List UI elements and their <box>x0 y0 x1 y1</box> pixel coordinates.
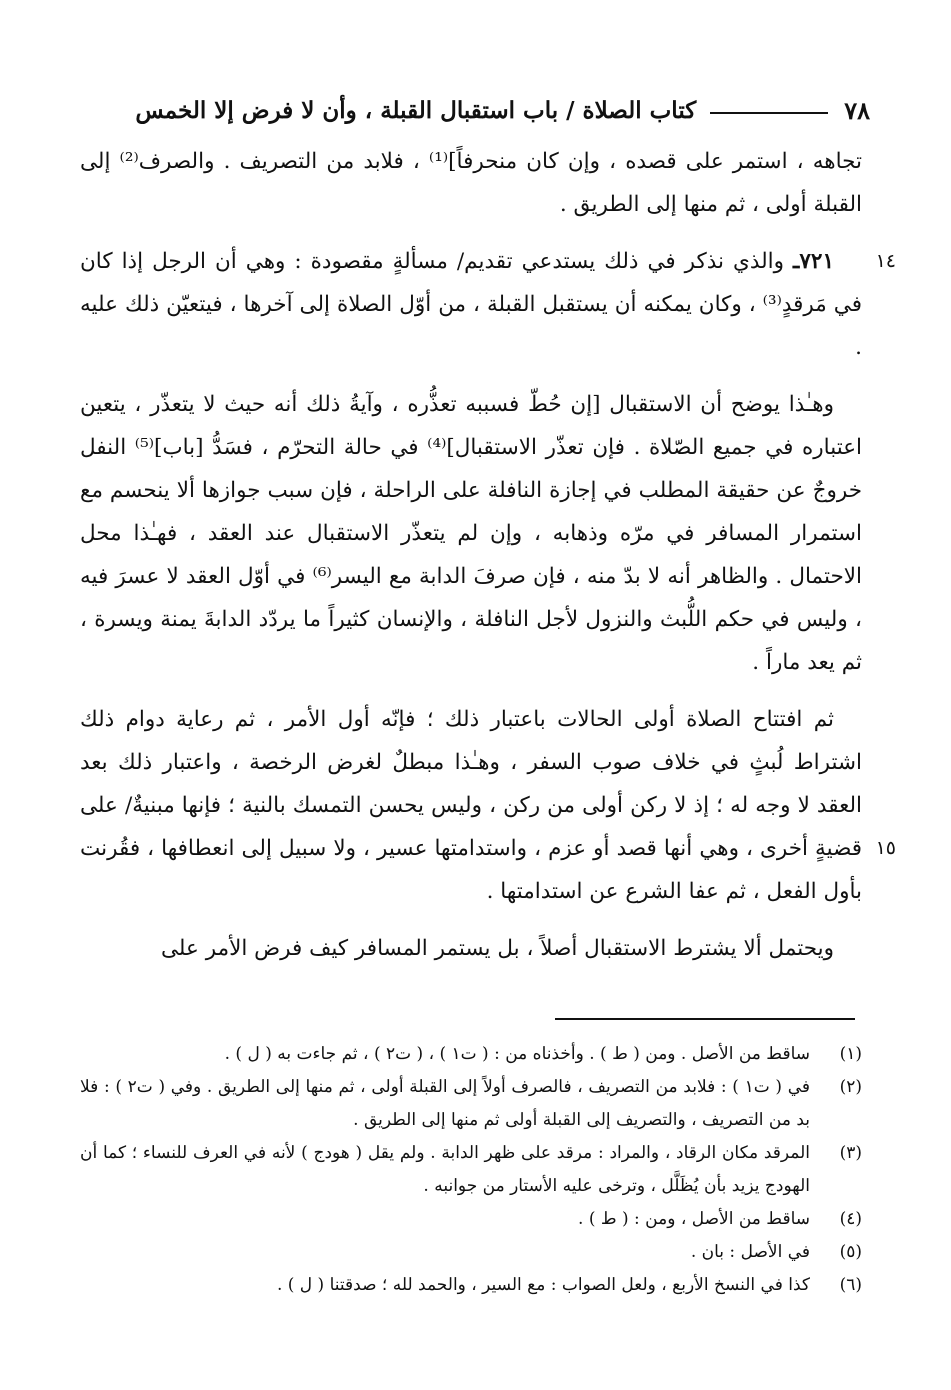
paragraph-possibility <box>80 927 862 970</box>
footnote-text: المرقد مكان الرقاد ، والمراد : مرقد على ظهر الدابة . ولم يقل ( هودج ) لأنه في العرف للنساء ؛ كما أن الهودج يزيد بأن يُظَلَّل ، وترخى عليه الأستار من جوانبه . <box>80 1143 810 1196</box>
footnote-label: (٤) <box>839 1209 862 1229</box>
paragraph-text: وهـٰذا يوضح أن الاستقبال [إن حُطّ فسببه تعذُّره ، وآيةُ ذلك أنه حيث لا يتعذّر ، يتعين اعتباره في جميع الصّلاة . فإن تعذّر الاستقبال]⁽⁴⁾ في حالة التحرّم ، فسَدُّ [باب]⁽⁵⁾ النفل خروجٌ عن حقيقة المطلب في إجازة النافلة على الراحلة ، فإن سبب جوازها ألا ينحسم مع استمرار المسافر في مرّه وذهابه ، وإن لم يتعذّر الاستقبال عند العقد ، فهـٰذا محل الاحتمال . والظاهر أنه لا بدّ منه ، فإن صرفَ الدابة مع اليسر⁽⁶⁾ في أوّل العقد لا عسرَ فيه ، وليس في حكم اللُّبث والنزول لأجل النافلة ، والإنسان كثيراً ما يردّد الدابةَ يمنة ويسرة ، ثم يعد ماراً . <box>80 392 862 675</box>
footnotes <box>80 1038 862 1302</box>
paragraph-clarification <box>80 383 862 684</box>
footnote-separator <box>555 1018 855 1020</box>
footnote-text: ساقط من الأصل ، ومن : ( ط ) . <box>578 1209 810 1229</box>
footnote <box>80 1203 862 1236</box>
margin-number-14: ١٤ <box>875 250 896 272</box>
paragraph-text: تجاهه ، استمر على قصده ، وإن كان منحرفاً]⁽¹⁾ ، فلابد من التصريف . والصرف⁽²⁾ إلى القبلة أولى ، ثم منها إلى الطريق . <box>80 149 862 217</box>
footnote-text: في الأصل : بان . <box>690 1242 810 1262</box>
main-text <box>80 140 896 970</box>
page-header <box>80 88 870 132</box>
paragraph-text: ثم افتتاح الصلاة أولى الحالات باعتبار ذلك ؛ فإنّه أول الأمر ، ثم رعاية دوام ذلك اشتراط لُبثٍ في خلاف صوب السفر ، وهـٰذا مبطلٌ لغرض الرخصة ، واعتبار ذلك بعد العقد لا وجه له ؛ إذ لا ركن أولى من ركن ، وليس يحسن التمسك بالنية ؛ فإنها مبنيةٌ/ على قضيةٍ أخرى ، وهي أنها قصد أو عزم ، واستدامتها عسير ، ولا سبيل إلى انعطافها ، فقُرنت بأول الفعل ، ثم عفا الشرع عن استدامتها . <box>80 707 862 904</box>
footnote <box>80 1236 862 1269</box>
paragraph-text: والذي نذكر في ذلك يستدعي تقديم/ مسألةٍ مقصودة : وهي أن الرجل إذا كان في مَرقدٍ⁽³⁾ ، وكان يمكنه أن يستقبل القبلة ، من أوّل الصلاة إلى آخرها ، فيتعيّن ذلك عليه . <box>80 249 862 360</box>
paragraph-continuation <box>80 140 862 226</box>
margin-number-15: ١٥ <box>875 837 896 859</box>
footnote-label: (٦) <box>839 1275 862 1295</box>
footnote-text: كذا في النسخ الأربع ، ولعل الصواب : مع السير ، والحمد لله ؛ صدقتنا ( ل ) . <box>276 1275 810 1295</box>
paragraph-text: ويحتمل ألا يشترط الاستقبال أصلاً ، بل يستمر المسافر كيف فرض الأمر على <box>161 936 834 961</box>
footnote <box>80 1137 862 1203</box>
footnote <box>80 1071 862 1137</box>
footnote-label: (٣) <box>839 1143 862 1163</box>
paragraph-opening <box>80 698 896 913</box>
header-rule <box>710 112 828 114</box>
footnote-text: ساقط من الأصل . ومن ( ط ) . وأخذناه من : ( ت١ ) ، ( ت٢ ) ، ثم جاءت به ( ل ) . <box>224 1044 810 1064</box>
page-number: ٧٨ <box>844 95 870 125</box>
paragraph-number: ٧٢١ـ <box>793 249 834 274</box>
running-title: كتاب الصلاة / باب استقبال القبلة ، وأن لا فرض إلا الخمس <box>135 96 697 124</box>
footnote <box>80 1038 862 1071</box>
footnote-label: (٥) <box>839 1242 862 1262</box>
footnote-label: (٢) <box>839 1077 862 1097</box>
paragraph-721 <box>80 240 896 369</box>
footnote <box>80 1269 862 1302</box>
footnote-text: في ( ت١ ) : فلابد من التصريف ، فالصرف أولاً إلى القبلة أولى ، ثم منها إلى الطريق . وفي ( ت٢ ) : فلا بد من التصريف ، والتصريف إلى القبلة أولى ثم منها إلى الطريق . <box>80 1077 810 1130</box>
footnote-label: (١) <box>839 1044 862 1064</box>
